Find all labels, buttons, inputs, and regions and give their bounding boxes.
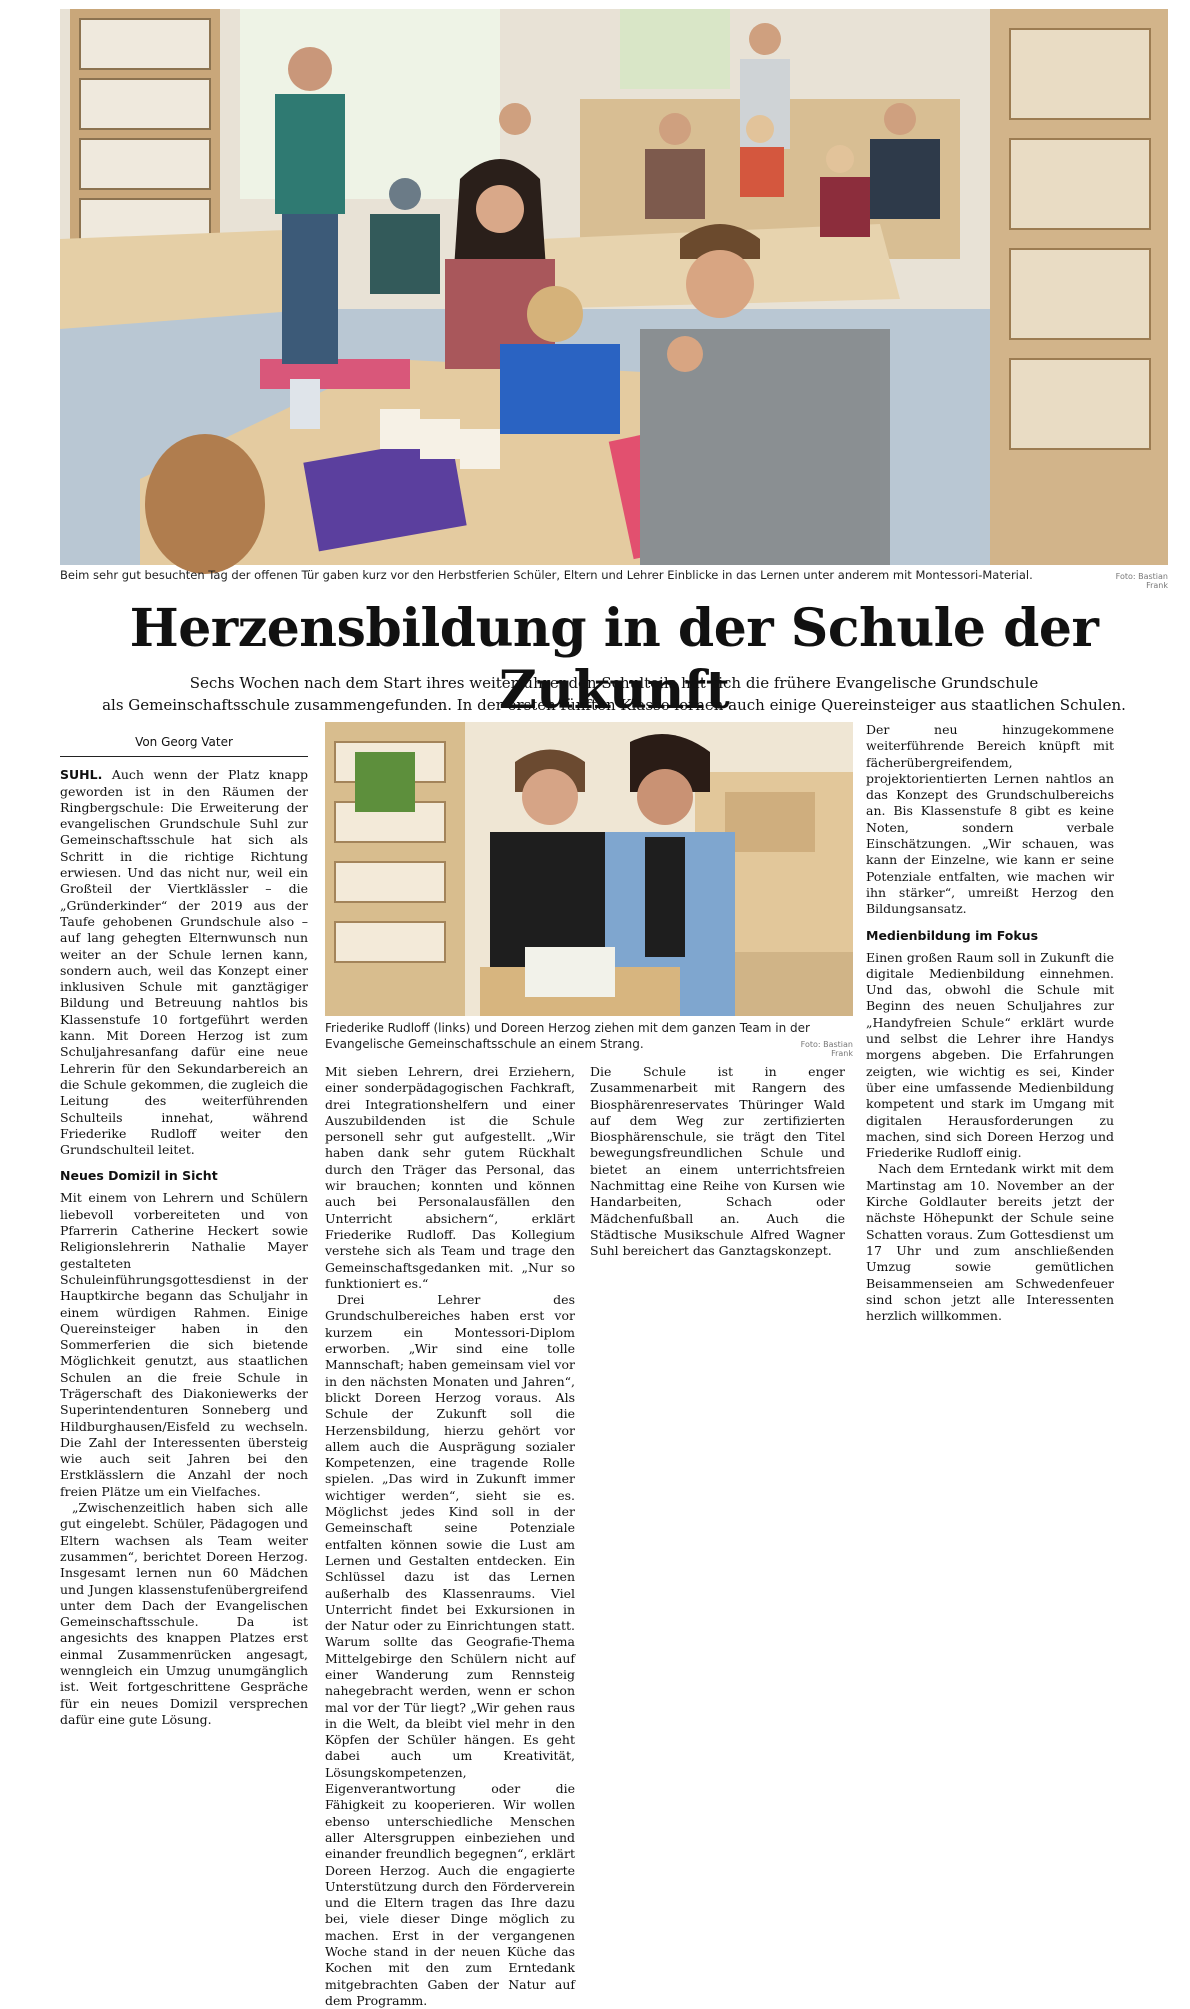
subheading-medienbildung: Medienbildung im Fokus: [866, 927, 1039, 943]
paragraph-9: Nach dem Erntedank wirkt mit dem Martinstag am 10. November an der Kirche Goldlauter bereits jetzt der nächste Höhepunkt der Schule seine Schatten voraus. Zum Gottesdienst um 17 Uhr und zum anschließenden Umzug sowie gemütlichen Beisammenseien am Schwedenfeuer sind schon jetzt alle Interessenten herzlich willkommen.: [866, 1161, 1114, 1324]
paragraph-1: [60, 767, 308, 1158]
paragraph-5: Drei Lehrer des Grundschulbereiches haben erst vor kurzem ein Montessori-Diplom erworben. „Wir sind eine tolle Mannschaft; haben gemeinsam viel vor in den nächsten Monaten und Jahren“, blickt Doreen Herzog voraus. Als Schule der Zukunft soll die Herzensbildung, hierzu gehört vor allem auch die Ausprägung sozialer Kompetenzen, eine tragende Rolle spielen. „Das wird in Zukunft immer wichtiger werden“, sieht sie es. Möglichst jedes Kind soll in der Gemeinschaft seine Potenziale entfalten können sowie die Lust am Lernen und Gestalten entdecken. Ein Schlüssel dazu ist das Lernen außerhalb des Klassenraums. Viel Unterricht findet bei Exkursionen in der Natur oder zu Einrichtungen statt. Warum sollte das Geografie-Thema Mittelgebirge den Schülern nicht auf einer Wanderung zum Rennsteig nahegebracht werden, wenn er schon mal vor der Tür liegt? „Wir gehen raus in die Welt, da bleibt viel mehr in den Köpfen der Schüler hängen. Es geht dabei auch um Kreativität, Lösungskompetenzen, Eigenverantwortung oder die Fähigkeit zu kooperieren. Wir wollen ebenso unterschiedliche Menschen aller Altersgruppen einbeziehen und einander freundlich begegnen“, erklärt Doreen Herzog. Auch die engagierte Unterstützung durch den Förderverein und die Eltern tragen das Ihre dazu bei, viele dieser Dinge möglich zu machen. Erst in der vergangenen Woche stand in der neuen Küche das Kochen mit den zum Erntedank mitgebrachten Gaben der Natur auf dem Programm.: [325, 1292, 575, 2008]
mid-photo-teachers: [325, 722, 853, 1016]
column-4: [866, 722, 1114, 1324]
subhead: [60, 672, 1168, 716]
subhead-line-2: als Gemeinschaftsschule zusammengefunden. In der ersten fünften Klasse lernen auch einige Quereinsteiger aus staatlichen Schulen.: [102, 696, 1126, 714]
top-photo-credit: Foto: Bastian Frank: [1115, 572, 1168, 590]
mid-photo-caption: Friederike Rudloff (links) und Doreen Herzog ziehen mit dem ganzen Team in der Evangelische Gemeinschaftsschule an einem Strang.: [325, 1021, 810, 1051]
subhead-line-1: Sechs Wochen nach dem Start ihres weiterführenden Schulteils hat sich die frühere Evangelische Grundschule: [189, 674, 1039, 692]
dateline: SUHL.: [60, 767, 103, 783]
paragraph-6: Die Schule ist in enger Zusammenarbeit mit Rangern des Biosphärenreservates Thüringer Wald auf dem Weg zur zertifizierten Biosphärenschule, sie trägt den Titel bewegungsfreundlichen Schule und bietet an einem unterrichtsfreien Nachmittag eine Reihe von Kursen wie Handarbeiten, Schach oder Mädchenfußball an. Auch die Städtische Musikschule Alfred Wagner Suhl bereichert das Ganztagskonzept.: [590, 1064, 845, 1259]
mid-photo-credit: Foto: Bastian Frank: [800, 1040, 853, 1058]
paragraph-7: Der neu hinzugekommene weiterführende Bereich knüpft mit fächerübergreifendem, projektorientierten Lernen nahtlos an das Konzept des Grundschulbereichs an. Bis Klassenstufe 8 gibt es keine Noten, sondern verbale Einschätzungen. „Wir schauen, was kann der Einzelne, wie kann er seine Potenziale entfalten, wie machen wir ihn stärker“, umreißt Herzog den Bildungsansatz.: [866, 722, 1114, 917]
column-1: [60, 734, 308, 1728]
column-3: [590, 1064, 845, 1260]
top-photo-caption: Beim sehr gut besuchten Tag der offenen Tür gaben kurz vor den Herbstferien Schüler, Eltern und Lehrer Einblicke in das Lernen unter anderem mit Montessori-Material.: [60, 568, 1033, 582]
byline: Von Georg Vater: [60, 734, 308, 757]
subheading-neues-domizil: Neues Domizil in Sicht: [60, 1168, 218, 1184]
paragraph-4: Mit sieben Lehrern, drei Erziehern, einer sonderpädagogischen Fachkraft, drei Integrationshelfern und einer Auszubildenden ist die Schule personell sehr gut aufgestellt. „Wir haben dank sehr gutem Rückhalt durch den Träger das Personal, das wir brauchen; konnten und können auch bei Personalausfällen den Unterricht absichern“, erklärt Friederike Rudloff. Das Kollegium verstehe sich als Team und trage den Gemeinschaftsgedanken mit. „Nur so funktioniert es.“: [325, 1064, 575, 1291]
teachers-illustration: [325, 722, 853, 1016]
column-2: [325, 1064, 575, 2009]
paragraph-3: „Zwischenzeitlich haben sich alle gut eingelebt. Schüler, Pädagogen und Eltern wachsen als Team weiter zusammen“, berichtet Doreen Herzog. Insgesamt lernen nun 60 Mädchen und Jungen klassenstufenübergreifend unter dem Dach der Evangelischen Gemeinschaftsschule. Da ist angesichts des knappen Platzes erst einmal Zusammenrücken angesagt, wenngleich ein Umzug unumgänglich ist. Weit fortgeschrittene Gespräche für ein neues Domizil versprechen dafür eine gute Lösung.: [60, 1500, 308, 1727]
paragraph-1-text: Auch wenn der Platz knapp geworden ist in den Räumen der Ringbergschule: Die Erweiterung der evangelischen Grundschule Suhl zur Gemeinschaftsschule hat sich als Schritt in die richtige Richtung erwiesen. Und das nicht nur, weil ein Großteil der Viertklässler – die „Gründerkinder“ der 2019 aus der Taufe gehobenen Grundschule also – auf lang gehegten Elternwunsch nun weiter an der Schule lernen kann, sondern auch, weil das Konzept einer inklusiven Schule mit ganztägiger Bildung und Betreuung nahtlos bis Klassenstufe 10 fortgeführt werden kann. Mit Doreen Herzog ist zum Schuljahresanfang dafür eine neue Lehrerin für den Sekundarbereich an die Schule gekommen, die zugleich die Leitung des weiterführenden Schulteils innehat, während Friederike Rudloff weiter den Grundschulteil leitet.: [60, 767, 308, 1158]
paragraph-8: Einen großen Raum soll in Zukunft die digitale Medienbildung einnehmen. Und das, obwohl die Schule mit Beginn des neuen Schuljahres zur „Handyfreien Schule“ erklärt wurde und selbst die Lehrer ihre Handys morgens abgeben. Die Erfahrungen zeigten, wie wichtig es sei, Kinder über eine umfassende Medienbildung kompetent und stark im Umgang mit digitalen Herausforderungen zu machen, sind sich Doreen Herzog und Friederike Rudloff einig.: [866, 949, 1114, 1161]
headline: Herzensbildung in der Schule der Zukunft: [129, 598, 1099, 721]
top-photo-classroom: [60, 9, 1168, 565]
paragraph-2: Mit einem von Lehrern und Schülern liebevoll vorbereiteten und von Pfarrerin Catherine Heckert sowie Religionslehrerin Nathalie Mayer gestalteten Schuleinführungsgottesdienst in der Hauptkirche begann das Schuljahr in einem würdigen Rahmen. Einige Quereinsteiger haben in den Sommerferien die sich bietende Möglichkeit genutzt, aus staatlichen Schulen an die freie Schule in Trägerschaft des Diakoniewerks der Superintendenturen Sonneberg und Hildburghausen/Eisfeld zu wechseln. Die Zahl der Interessenten übersteig wie auch seit Jahren bei den Erstklässlern die Anzahl der noch freien Plätze um ein Vielfaches.: [60, 1190, 308, 1499]
classroom-illustration: [60, 9, 1168, 565]
